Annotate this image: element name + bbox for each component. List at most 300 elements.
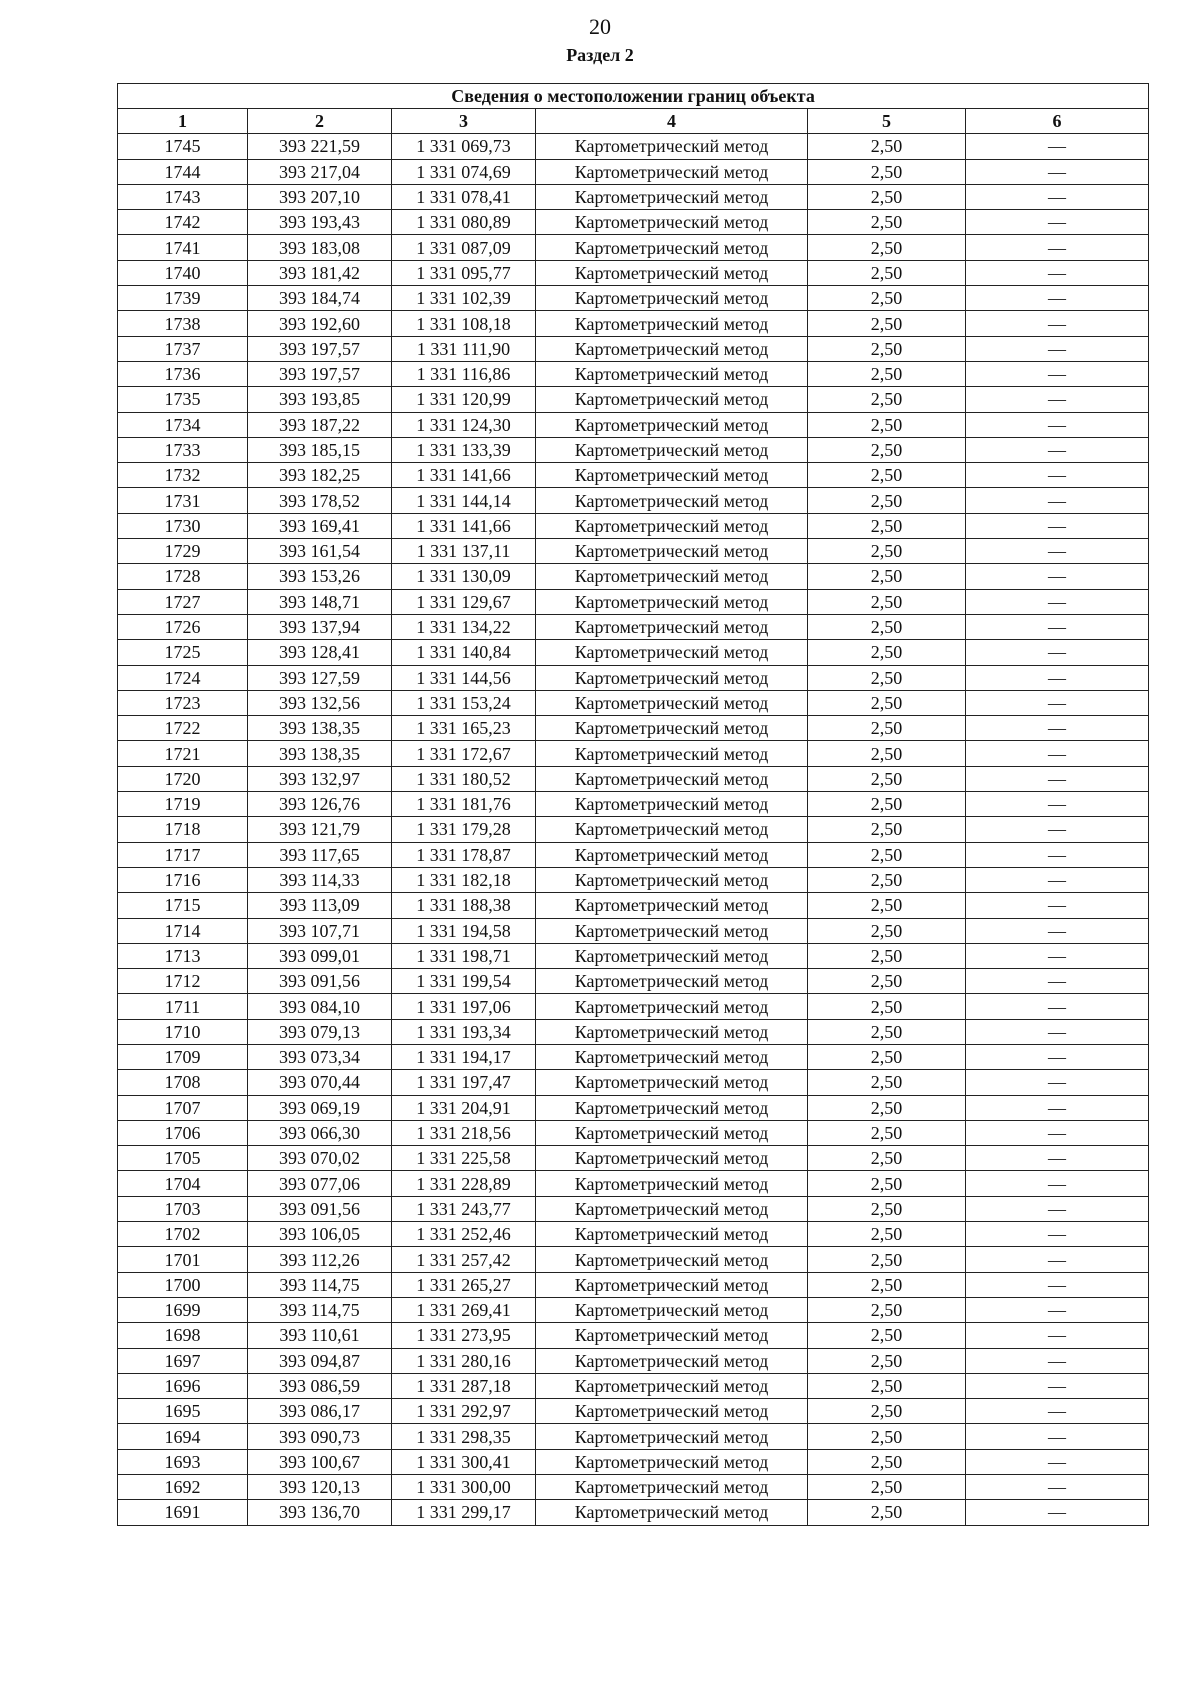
table-row [118, 1120, 1149, 1145]
table-row [118, 260, 1149, 285]
method-cell: Картометрический метод [536, 463, 808, 488]
point-number-cell: 1735 [118, 387, 248, 412]
description-cell: — [966, 867, 1149, 892]
table-row [118, 766, 1149, 791]
y-coordinate-cell: 1 331 218,56 [392, 1120, 536, 1145]
method-cell: Картометрический метод [536, 1475, 808, 1500]
description-cell: — [966, 1247, 1149, 1272]
table-row [118, 690, 1149, 715]
y-coordinate-cell: 1 331 111,90 [392, 336, 536, 361]
x-coordinate-cell: 393 132,97 [248, 766, 392, 791]
y-coordinate-cell: 1 331 141,66 [392, 513, 536, 538]
method-cell: Картометрический метод [536, 1070, 808, 1095]
description-cell: — [966, 1146, 1149, 1171]
x-coordinate-cell: 393 193,85 [248, 387, 392, 412]
y-coordinate-cell: 1 331 273,95 [392, 1323, 536, 1348]
x-coordinate-cell: 393 185,15 [248, 437, 392, 462]
point-number-cell: 1723 [118, 690, 248, 715]
y-coordinate-cell: 1 331 078,41 [392, 184, 536, 209]
y-coordinate-cell: 1 331 194,58 [392, 918, 536, 943]
x-coordinate-cell: 393 114,33 [248, 867, 392, 892]
method-cell: Картометрический метод [536, 1500, 808, 1525]
y-coordinate-cell: 1 331 193,34 [392, 1019, 536, 1044]
column-number: 4 [536, 109, 808, 134]
method-cell: Картометрический метод [536, 336, 808, 361]
y-coordinate-cell: 1 331 181,76 [392, 792, 536, 817]
method-cell: Картометрический метод [536, 539, 808, 564]
point-number-cell: 1736 [118, 361, 248, 386]
y-coordinate-cell: 1 331 180,52 [392, 766, 536, 791]
description-cell: — [966, 539, 1149, 564]
y-coordinate-cell: 1 331 298,35 [392, 1424, 536, 1449]
point-number-cell: 1698 [118, 1323, 248, 1348]
accuracy-cell: 2,50 [808, 614, 966, 639]
method-cell: Картометрический метод [536, 640, 808, 665]
description-cell: — [966, 766, 1149, 791]
accuracy-cell: 2,50 [808, 210, 966, 235]
table-body [118, 134, 1149, 1525]
y-coordinate-cell: 1 331 130,09 [392, 564, 536, 589]
accuracy-cell: 2,50 [808, 716, 966, 741]
accuracy-cell: 2,50 [808, 387, 966, 412]
accuracy-cell: 2,50 [808, 1348, 966, 1373]
accuracy-cell: 2,50 [808, 235, 966, 260]
accuracy-cell: 2,50 [808, 1323, 966, 1348]
table-row [118, 1323, 1149, 1348]
description-cell: — [966, 1120, 1149, 1145]
x-coordinate-cell: 393 126,76 [248, 792, 392, 817]
description-cell: — [966, 589, 1149, 614]
table-caption: Сведения о местоположении границ объекта [118, 84, 1149, 109]
method-cell: Картометрический метод [536, 1196, 808, 1221]
x-coordinate-cell: 393 100,67 [248, 1449, 392, 1474]
point-number-cell: 1717 [118, 842, 248, 867]
accuracy-cell: 2,50 [808, 311, 966, 336]
accuracy-cell: 2,50 [808, 1449, 966, 1474]
x-coordinate-cell: 393 070,02 [248, 1146, 392, 1171]
x-coordinate-cell: 393 161,54 [248, 539, 392, 564]
point-number-cell: 1732 [118, 463, 248, 488]
y-coordinate-cell: 1 331 120,99 [392, 387, 536, 412]
table-row [118, 286, 1149, 311]
accuracy-cell: 2,50 [808, 842, 966, 867]
y-coordinate-cell: 1 331 198,71 [392, 943, 536, 968]
point-number-cell: 1740 [118, 260, 248, 285]
point-number-cell: 1703 [118, 1196, 248, 1221]
description-cell: — [966, 1272, 1149, 1297]
table-row [118, 893, 1149, 918]
method-cell: Картометрический метод [536, 665, 808, 690]
table-row [118, 1146, 1149, 1171]
point-number-cell: 1711 [118, 994, 248, 1019]
x-coordinate-cell: 393 084,10 [248, 994, 392, 1019]
description-cell: — [966, 994, 1149, 1019]
x-coordinate-cell: 393 112,26 [248, 1247, 392, 1272]
description-cell: — [966, 1373, 1149, 1398]
description-cell: — [966, 235, 1149, 260]
table-row [118, 1348, 1149, 1373]
y-coordinate-cell: 1 331 080,89 [392, 210, 536, 235]
y-coordinate-cell: 1 331 172,67 [392, 741, 536, 766]
y-coordinate-cell: 1 331 133,39 [392, 437, 536, 462]
y-coordinate-cell: 1 331 129,67 [392, 589, 536, 614]
method-cell: Картометрический метод [536, 361, 808, 386]
x-coordinate-cell: 393 127,59 [248, 665, 392, 690]
description-cell: — [966, 640, 1149, 665]
point-number-cell: 1737 [118, 336, 248, 361]
method-cell: Картометрический метод [536, 159, 808, 184]
accuracy-cell: 2,50 [808, 792, 966, 817]
description-cell: — [966, 463, 1149, 488]
method-cell: Картометрический метод [536, 1272, 808, 1297]
table-row [118, 1019, 1149, 1044]
point-number-cell: 1712 [118, 969, 248, 994]
method-cell: Картометрический метод [536, 134, 808, 159]
table-row [118, 918, 1149, 943]
table-row [118, 311, 1149, 336]
method-cell: Картометрический метод [536, 817, 808, 842]
y-coordinate-cell: 1 331 194,17 [392, 1044, 536, 1069]
table-row [118, 235, 1149, 260]
description-cell: — [966, 690, 1149, 715]
method-cell: Картометрический метод [536, 1449, 808, 1474]
description-cell: — [966, 716, 1149, 741]
description-cell: — [966, 1070, 1149, 1095]
accuracy-cell: 2,50 [808, 336, 966, 361]
y-coordinate-cell: 1 331 165,23 [392, 716, 536, 741]
point-number-cell: 1696 [118, 1373, 248, 1398]
x-coordinate-cell: 393 221,59 [248, 134, 392, 159]
description-cell: — [966, 1171, 1149, 1196]
column-number-row [118, 109, 1149, 134]
y-coordinate-cell: 1 331 300,00 [392, 1475, 536, 1500]
point-number-cell: 1733 [118, 437, 248, 462]
table-row [118, 1500, 1149, 1525]
y-coordinate-cell: 1 331 265,27 [392, 1272, 536, 1297]
method-cell: Картометрический метод [536, 1373, 808, 1398]
column-number: 3 [392, 109, 536, 134]
accuracy-cell: 2,50 [808, 1120, 966, 1145]
accuracy-cell: 2,50 [808, 1095, 966, 1120]
table-row [118, 437, 1149, 462]
table-row [118, 943, 1149, 968]
method-cell: Картометрический метод [536, 1044, 808, 1069]
x-coordinate-cell: 393 132,56 [248, 690, 392, 715]
table-row [118, 159, 1149, 184]
description-cell: — [966, 741, 1149, 766]
table-row [118, 1171, 1149, 1196]
point-number-cell: 1728 [118, 564, 248, 589]
accuracy-cell: 2,50 [808, 361, 966, 386]
method-cell: Картометрический метод [536, 614, 808, 639]
y-coordinate-cell: 1 331 137,11 [392, 539, 536, 564]
accuracy-cell: 2,50 [808, 1222, 966, 1247]
x-coordinate-cell: 393 187,22 [248, 412, 392, 437]
description-cell: — [966, 488, 1149, 513]
x-coordinate-cell: 393 153,26 [248, 564, 392, 589]
x-coordinate-cell: 393 182,25 [248, 463, 392, 488]
description-cell: — [966, 412, 1149, 437]
method-cell: Картометрический метод [536, 412, 808, 437]
y-coordinate-cell: 1 331 074,69 [392, 159, 536, 184]
description-cell: — [966, 336, 1149, 361]
point-number-cell: 1714 [118, 918, 248, 943]
x-coordinate-cell: 393 073,34 [248, 1044, 392, 1069]
description-cell: — [966, 1475, 1149, 1500]
y-coordinate-cell: 1 331 108,18 [392, 311, 536, 336]
x-coordinate-cell: 393 137,94 [248, 614, 392, 639]
accuracy-cell: 2,50 [808, 1019, 966, 1044]
column-number: 2 [248, 109, 392, 134]
point-number-cell: 1743 [118, 184, 248, 209]
accuracy-cell: 2,50 [808, 589, 966, 614]
page-number: 20 [589, 14, 611, 39]
y-coordinate-cell: 1 331 199,54 [392, 969, 536, 994]
method-cell: Картометрический метод [536, 792, 808, 817]
method-cell: Картометрический метод [536, 867, 808, 892]
accuracy-cell: 2,50 [808, 1373, 966, 1398]
point-number-cell: 1708 [118, 1070, 248, 1095]
y-coordinate-cell: 1 331 140,84 [392, 640, 536, 665]
x-coordinate-cell: 393 197,57 [248, 336, 392, 361]
point-number-cell: 1692 [118, 1475, 248, 1500]
table-caption-row [118, 84, 1149, 109]
description-cell: — [966, 1399, 1149, 1424]
y-coordinate-cell: 1 331 087,09 [392, 235, 536, 260]
y-coordinate-cell: 1 331 287,18 [392, 1373, 536, 1398]
accuracy-cell: 2,50 [808, 943, 966, 968]
accuracy-cell: 2,50 [808, 665, 966, 690]
table-row [118, 463, 1149, 488]
table-row [118, 210, 1149, 235]
x-coordinate-cell: 393 197,57 [248, 361, 392, 386]
y-coordinate-cell: 1 331 197,06 [392, 994, 536, 1019]
description-cell: — [966, 564, 1149, 589]
table-row [118, 539, 1149, 564]
point-number-cell: 1715 [118, 893, 248, 918]
accuracy-cell: 2,50 [808, 1070, 966, 1095]
method-cell: Картометрический метод [536, 1348, 808, 1373]
accuracy-cell: 2,50 [808, 184, 966, 209]
accuracy-cell: 2,50 [808, 539, 966, 564]
description-cell: — [966, 1019, 1149, 1044]
x-coordinate-cell: 393 091,56 [248, 1196, 392, 1221]
description-cell: — [966, 817, 1149, 842]
table-row [118, 614, 1149, 639]
description-cell: — [966, 1044, 1149, 1069]
method-cell: Картометрический метод [536, 387, 808, 412]
point-number-cell: 1724 [118, 665, 248, 690]
x-coordinate-cell: 393 121,79 [248, 817, 392, 842]
table-row [118, 716, 1149, 741]
table-row [118, 387, 1149, 412]
description-cell: — [966, 387, 1149, 412]
x-coordinate-cell: 393 070,44 [248, 1070, 392, 1095]
point-number-cell: 1705 [118, 1146, 248, 1171]
method-cell: Картометрический метод [536, 766, 808, 791]
y-coordinate-cell: 1 331 144,56 [392, 665, 536, 690]
description-cell: — [966, 361, 1149, 386]
description-cell: — [966, 437, 1149, 462]
x-coordinate-cell: 393 184,74 [248, 286, 392, 311]
point-number-cell: 1730 [118, 513, 248, 538]
point-number-cell: 1718 [118, 817, 248, 842]
y-coordinate-cell: 1 331 197,47 [392, 1070, 536, 1095]
table-row [118, 1373, 1149, 1398]
x-coordinate-cell: 393 169,41 [248, 513, 392, 538]
column-number: 1 [118, 109, 248, 134]
y-coordinate-cell: 1 331 204,91 [392, 1095, 536, 1120]
y-coordinate-cell: 1 331 102,39 [392, 286, 536, 311]
accuracy-cell: 2,50 [808, 817, 966, 842]
method-cell: Картометрический метод [536, 184, 808, 209]
table-row [118, 412, 1149, 437]
x-coordinate-cell: 393 114,75 [248, 1297, 392, 1322]
accuracy-cell: 2,50 [808, 1171, 966, 1196]
x-coordinate-cell: 393 120,13 [248, 1475, 392, 1500]
point-number-cell: 1741 [118, 235, 248, 260]
point-number-cell: 1722 [118, 716, 248, 741]
table-row [118, 792, 1149, 817]
method-cell: Картометрический метод [536, 488, 808, 513]
y-coordinate-cell: 1 331 299,17 [392, 1500, 536, 1525]
accuracy-cell: 2,50 [808, 766, 966, 791]
y-coordinate-cell: 1 331 280,16 [392, 1348, 536, 1373]
x-coordinate-cell: 393 077,06 [248, 1171, 392, 1196]
column-number: 6 [966, 109, 1149, 134]
point-number-cell: 1719 [118, 792, 248, 817]
accuracy-cell: 2,50 [808, 1500, 966, 1525]
point-number-cell: 1706 [118, 1120, 248, 1145]
accuracy-cell: 2,50 [808, 286, 966, 311]
method-cell: Картометрический метод [536, 1146, 808, 1171]
table-row [118, 513, 1149, 538]
method-cell: Картометрический метод [536, 690, 808, 715]
point-number-cell: 1721 [118, 741, 248, 766]
point-number-cell: 1709 [118, 1044, 248, 1069]
x-coordinate-cell: 393 193,43 [248, 210, 392, 235]
accuracy-cell: 2,50 [808, 994, 966, 1019]
table-row [118, 134, 1149, 159]
method-cell: Картометрический метод [536, 260, 808, 285]
table-row [118, 640, 1149, 665]
x-coordinate-cell: 393 106,05 [248, 1222, 392, 1247]
description-cell: — [966, 842, 1149, 867]
y-coordinate-cell: 1 331 141,66 [392, 463, 536, 488]
point-number-cell: 1726 [118, 614, 248, 639]
accuracy-cell: 2,50 [808, 1297, 966, 1322]
accuracy-cell: 2,50 [808, 564, 966, 589]
x-coordinate-cell: 393 110,61 [248, 1323, 392, 1348]
method-cell: Картометрический метод [536, 1247, 808, 1272]
description-cell: — [966, 1424, 1149, 1449]
y-coordinate-cell: 1 331 069,73 [392, 134, 536, 159]
method-cell: Картометрический метод [536, 311, 808, 336]
x-coordinate-cell: 393 178,52 [248, 488, 392, 513]
description-cell: — [966, 1095, 1149, 1120]
point-number-cell: 1702 [118, 1222, 248, 1247]
point-number-cell: 1710 [118, 1019, 248, 1044]
x-coordinate-cell: 393 114,75 [248, 1272, 392, 1297]
table-row [118, 817, 1149, 842]
accuracy-cell: 2,50 [808, 1475, 966, 1500]
accuracy-cell: 2,50 [808, 1424, 966, 1449]
table-row [118, 564, 1149, 589]
y-coordinate-cell: 1 331 243,77 [392, 1196, 536, 1221]
y-coordinate-cell: 1 331 188,38 [392, 893, 536, 918]
accuracy-cell: 2,50 [808, 918, 966, 943]
table-row [118, 1449, 1149, 1474]
method-cell: Картометрический метод [536, 1222, 808, 1247]
accuracy-cell: 2,50 [808, 1044, 966, 1069]
method-cell: Картометрический метод [536, 1297, 808, 1322]
method-cell: Картометрический метод [536, 1399, 808, 1424]
x-coordinate-cell: 393 090,73 [248, 1424, 392, 1449]
accuracy-cell: 2,50 [808, 134, 966, 159]
y-coordinate-cell: 1 331 182,18 [392, 867, 536, 892]
point-number-cell: 1697 [118, 1348, 248, 1373]
method-cell: Картометрический метод [536, 1120, 808, 1145]
accuracy-cell: 2,50 [808, 1247, 966, 1272]
accuracy-cell: 2,50 [808, 867, 966, 892]
x-coordinate-cell: 393 117,65 [248, 842, 392, 867]
x-coordinate-cell: 393 091,56 [248, 969, 392, 994]
x-coordinate-cell: 393 086,17 [248, 1399, 392, 1424]
method-cell: Картометрический метод [536, 741, 808, 766]
y-coordinate-cell: 1 331 124,30 [392, 412, 536, 437]
accuracy-cell: 2,50 [808, 893, 966, 918]
method-cell: Картометрический метод [536, 210, 808, 235]
method-cell: Картометрический метод [536, 513, 808, 538]
table-row [118, 589, 1149, 614]
x-coordinate-cell: 393 094,87 [248, 1348, 392, 1373]
point-number-cell: 1725 [118, 640, 248, 665]
accuracy-cell: 2,50 [808, 690, 966, 715]
x-coordinate-cell: 393 113,09 [248, 893, 392, 918]
table-row [118, 994, 1149, 1019]
y-coordinate-cell: 1 331 225,58 [392, 1146, 536, 1171]
point-number-cell: 1742 [118, 210, 248, 235]
point-number-cell: 1729 [118, 539, 248, 564]
table-row [118, 741, 1149, 766]
description-cell: — [966, 665, 1149, 690]
point-number-cell: 1699 [118, 1297, 248, 1322]
point-number-cell: 1716 [118, 867, 248, 892]
accuracy-cell: 2,50 [808, 1272, 966, 1297]
table-row [118, 184, 1149, 209]
description-cell: — [966, 969, 1149, 994]
table-row [118, 1247, 1149, 1272]
accuracy-cell: 2,50 [808, 463, 966, 488]
x-coordinate-cell: 393 207,10 [248, 184, 392, 209]
y-coordinate-cell: 1 331 292,97 [392, 1399, 536, 1424]
method-cell: Картометрический метод [536, 943, 808, 968]
method-cell: Картометрический метод [536, 893, 808, 918]
description-cell: — [966, 311, 1149, 336]
point-number-cell: 1739 [118, 286, 248, 311]
y-coordinate-cell: 1 331 178,87 [392, 842, 536, 867]
description-cell: — [966, 1323, 1149, 1348]
x-coordinate-cell: 393 066,30 [248, 1120, 392, 1145]
point-number-cell: 1700 [118, 1272, 248, 1297]
x-coordinate-cell: 393 217,04 [248, 159, 392, 184]
x-coordinate-cell: 393 079,13 [248, 1019, 392, 1044]
point-number-cell: 1704 [118, 1171, 248, 1196]
y-coordinate-cell: 1 331 153,24 [392, 690, 536, 715]
description-cell: — [966, 210, 1149, 235]
x-coordinate-cell: 393 192,60 [248, 311, 392, 336]
description-cell: — [966, 159, 1149, 184]
